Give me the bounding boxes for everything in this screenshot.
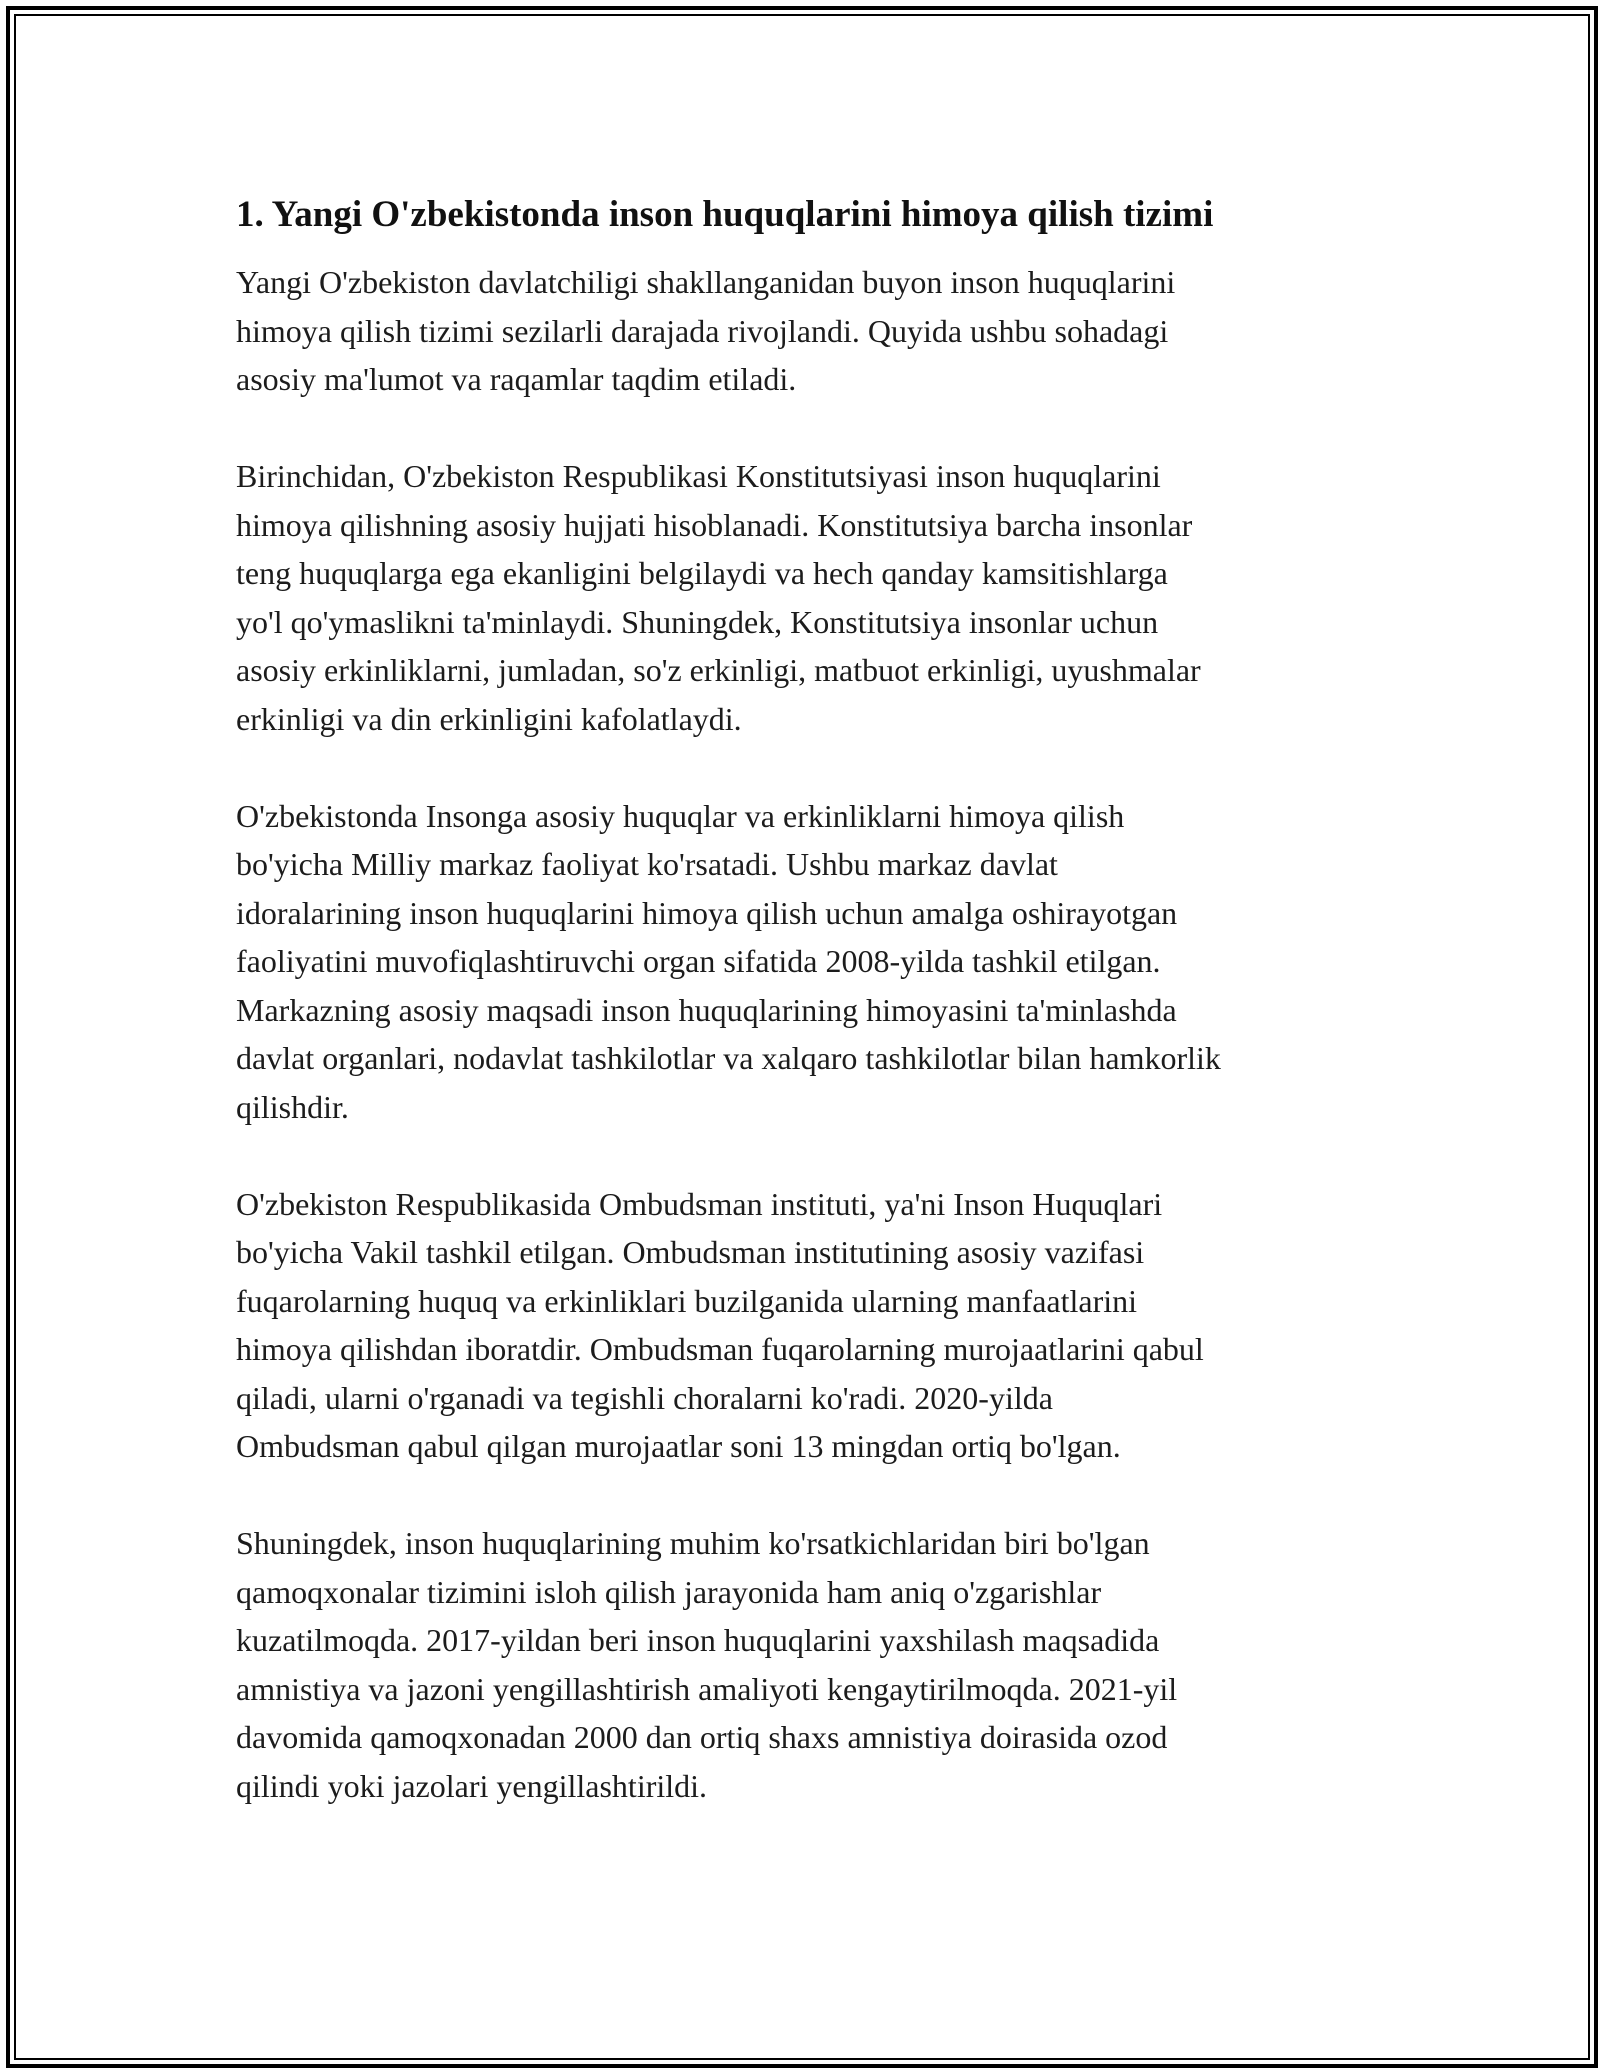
document-body: [236, 186, 1376, 1859]
section-heading: 1. Yangi O'zbekistonda inson huquqlarini himoya qilish tizimi: [236, 194, 1214, 235]
paragraph-prison-reform: Shuningdek, inson huquqlarining muhim ko'rsatkichlaridan biri bo'lgan qamoqxonalar tizimini isloh qilish jarayonida ham aniq o'zgarishlar kuzatilmoqda. 2017-yildan beri inson huquqlarini yaxshilash maqsadida amnistiya va jazoni yengillashtirish amaliyoti kengaytirilmoqda. 2021-yil davomida qamoqxonadan 2000 dan ortiq shaxs amnistiya doirasida ozod qilindi yoki jazolari yengillashtirildi.: [236, 1525, 1178, 1804]
paragraph-intro: Yangi O'zbekiston davlatchiligi shakllanganidan buyon inson huquqlarini himoya qilish tizimi sezilarli darajada rivojlandi. Quyida ushbu sohadagi asosiy ma'lumot va raqamlar taqdim etiladi.: [236, 264, 1176, 397]
paragraph-national-center: O'zbekistonda Insonga asosiy huquqlar va erkinliklarni himoya qilish bo'yicha Milliy markaz faoliyat ko'rsatadi. Ushbu markaz davlat idoralarining inson huquqlarini himoya qilish uchun amalga oshirayotgan faoliyatini muvofiqlashtiruvchi organ sifatida 2008-yilda tashkil etilgan. Markazning asosiy maqsadi inson huquqlarining himoyasini ta'minlashda davlat organlari, nodavlat tashkilotlar va xalqaro tashkilotlar bilan hamkorlik qilishdir.: [236, 797, 1221, 1125]
paragraph-ombudsman: O'zbekiston Respublikasida Ombudsman instituti, ya'ni Inson Huquqlari bo'yicha Vakil tashkil etilgan. Ombudsman institutining asosiy vazifasi fuqarolarning huquq va erkinliklari buzilganida ularning manfaatlarini himoya qilishdan iboratdir. Ombudsman fuqarolarning murojaatlarini qabul qiladi, ularni o'rganadi va tegishli choralarni ko'radi. 2020-yilda Ombudsman qabul qilgan murojaatlar soni 13 mingdan ortiq bo'lgan.: [236, 1185, 1204, 1464]
paragraph-constitution: Birinchidan, O'zbekiston Respublikasi Konstitutsiyasi inson huquqlarini himoya qilishning asosiy hujjati hisoblanadi. Konstitutsiya barcha insonlar teng huquqlarga ega ekanligini belgilaydi va hech qanday kamsitishlarga yo'l qo'ymaslikni ta'minlaydi. Shuningdek, Konstitutsiya insonlar uchun asosiy erkinliklarni, jumladan, so'z erkinligi, matbuot erkinligi, uyushmalar erkinligi va din erkinligini kafolatlaydi.: [236, 458, 1201, 737]
